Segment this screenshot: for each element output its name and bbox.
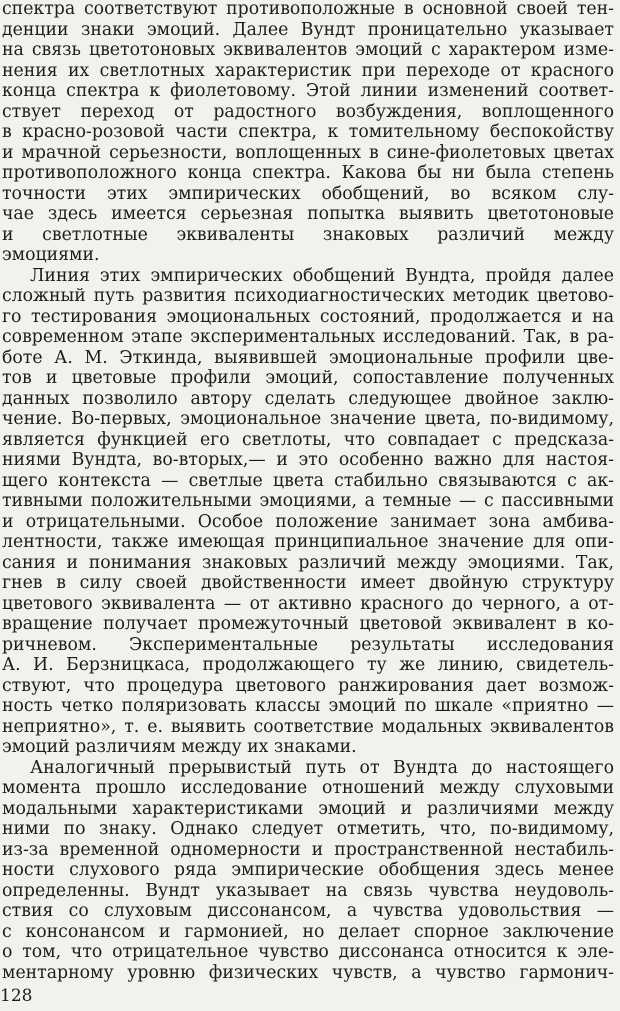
body-text — [2, 0, 614, 995]
text-line: ствия со слуховым диссонансом, а чувства удовольствия — — [2, 901, 614, 921]
text-line: щего контекста — светлые цвета стабильно связываются с ак- — [2, 470, 614, 491]
text-line: и мрачной серьезности, воплощенных в сине-фиолетовых цветах — [2, 142, 614, 163]
text-line: сложный путь развития психодиагностических методик цветово- — [2, 286, 614, 306]
text-line: чение. Во-первых, эмоциональное значение цвета, по-видимому, — [2, 409, 614, 429]
text-line: вращение получает промежуточный цветовой эквивалент в ко- — [2, 614, 614, 634]
text-line: в красно-розовой части спектра, к томительному беспокойству — [2, 122, 614, 142]
text-line: ними по знаку. Однако следует отметить, что, по-видимому, — [2, 819, 614, 839]
text-line: цветового эквивалента — от активно красного до черного, а от- — [2, 593, 614, 614]
text-line: из-за временной одномерности и пространственной нестабиль- — [2, 839, 614, 860]
text-line: А. И. Берзницкаса, продолжающего ту же линию, свидетель- — [2, 655, 614, 675]
text-line: точности этих эмпирических обобщений, во всяком слу- — [2, 183, 614, 204]
text-line: сания и понимания знаковых различий между эмоциями. Так, — [2, 552, 614, 573]
text-line: и отрицательными. Особое положение занимает зона амбива- — [2, 511, 614, 532]
text-line: нения их светлотных характеристик при переходе от красного — [2, 60, 614, 81]
text-line: Аналогичный прерывистый путь от Вундта до настоящего — [30, 757, 614, 778]
text-line: неприятно», т. е. выявить соответствие модальных эквивалентов — [2, 716, 614, 737]
text-line: момента прошло исследование отношений между слуховыми — [2, 778, 614, 798]
text-line: конца спектра к фиолетовому. Этой линии изменений соответ- — [2, 81, 614, 101]
text-line: ниями Вундта, во-вторых,— и это особенно важно для настоя- — [2, 450, 614, 470]
text-line: тивными положительными эмоциями, а темные — с пассивными — [2, 491, 614, 511]
text-line: спектра соответствуют противоположные в основной своей тен- — [2, 0, 614, 19]
text-line: лентности, также имеющая принципиальное значение для опи- — [2, 532, 614, 552]
text-line: модальными характеристиками эмоций и различиями между — [2, 798, 614, 819]
text-line: ствует переход от радостного возбуждения, воплощенного — [2, 101, 614, 122]
text-line: о том, что отрицательное чувство диссонанса относится к эле- — [2, 942, 614, 962]
text-line: ричневом. Экспериментальные результаты исследования — [2, 634, 614, 655]
text-line: го тестирования эмоциональных состояний, продолжается и на — [2, 306, 614, 327]
text-line: ментарному уровню физических чувств, а чувство гармонич- — [2, 962, 614, 983]
text-line: противоположного конца спектра. Какова бы ни была степень — [2, 163, 614, 183]
text-line: тов и цветовые профили эмоций, сопоставление полученных — [2, 368, 614, 388]
text-line: чае здесь имеется серьезная попытка выявить цветотоновые — [2, 204, 614, 224]
text-line: ность четко поляризовать классы эмоций по шкале «приятно — — [2, 696, 614, 716]
text-line: на связь цветотоновых эквивалентов эмоций с характером изме- — [2, 40, 614, 60]
text-line: и светлотные эквиваленты знаковых различий между — [2, 224, 614, 245]
text-line: определенны. Вундт указывает на связь чувства неудоволь- — [2, 880, 614, 901]
text-line: эмоциями. — [2, 245, 100, 265]
page-number: 128 — [0, 986, 33, 1006]
text-line: Линия этих эмпирических обобщений Вундта, пройдя далее — [30, 265, 614, 286]
text-line: эмоций различиям между их знаками. — [2, 737, 357, 757]
text-line: данных позволило автору сделать следующее двойное заклю- — [2, 388, 614, 409]
text-line: гнев в силу своей двойственности имеет двойную структуру — [2, 573, 614, 593]
text-line: с консонансом и гармонией, но делает спорное заключение — [2, 921, 614, 942]
text-line: денции знаки эмоций. Далее Вундт проницательно указывает — [2, 19, 614, 40]
text-line: является функцией его светлоты, что совпадает с предсказа- — [2, 429, 614, 450]
text-line: ности слухового ряда эмпирические обобщения здесь менее — [2, 860, 614, 880]
text-line: современном этапе экспериментальных исследований. Так, в ра- — [2, 327, 614, 347]
text-line: ствуют, что процедура цветового ранжирования дает возмож- — [2, 675, 614, 696]
text-line: боте А. М. Эткинда, выявившей эмоциональные профили цве- — [2, 347, 614, 368]
